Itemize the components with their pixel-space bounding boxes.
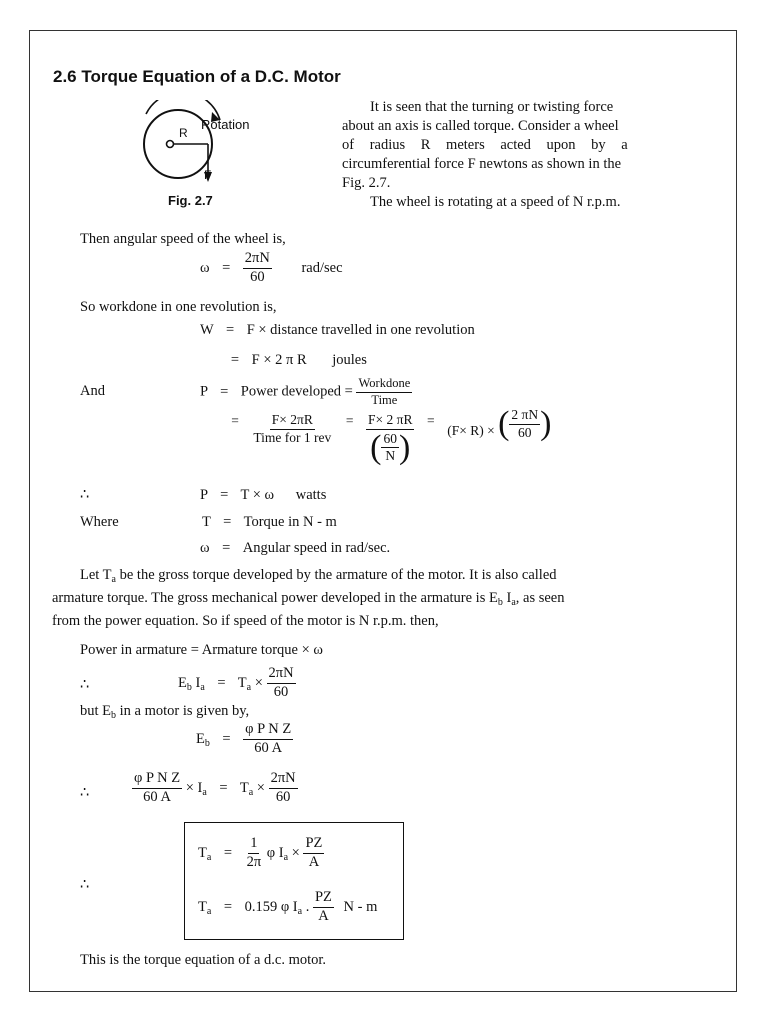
armature-line: from the power equation. So if speed of the motor is N r.p.m. then, xyxy=(52,613,439,629)
close-paren: ) xyxy=(540,405,552,442)
text-run: T xyxy=(239,779,249,796)
and-label: And xyxy=(80,383,105,399)
where-omega xyxy=(200,540,390,557)
intro-line: circumferential force F newtons as shown in the xyxy=(342,156,622,172)
intro-line: Fig. 2.7. xyxy=(342,175,391,191)
subscript: b xyxy=(204,737,210,749)
text-run: 0.159 φ I xyxy=(244,898,298,915)
fraction-denominator: 2π xyxy=(246,853,262,870)
final-equation-line1 xyxy=(198,836,324,871)
intro-line: of radius R meters acted upon by a xyxy=(342,137,628,153)
subscript: a xyxy=(206,851,212,863)
subscript: b xyxy=(497,597,503,608)
armature-line xyxy=(52,589,684,612)
text-run: T xyxy=(198,844,207,861)
text-run: be the gross torque developed by the armature of the motor. It is also called xyxy=(116,567,557,583)
p-unit: watts xyxy=(295,487,327,503)
subscript: a xyxy=(202,786,207,798)
armature-paragraph xyxy=(52,566,684,631)
fraction-denominator: N xyxy=(385,448,396,464)
text-run: T xyxy=(198,898,207,915)
omega-fraction xyxy=(243,251,272,286)
fraction-numerator: 2 πN xyxy=(509,408,540,425)
text-run: E xyxy=(178,674,187,691)
intro-line: It is seen that the turning or twisting force xyxy=(370,99,614,115)
subscript: a xyxy=(200,681,205,693)
therefore-symbol: ∴ xyxy=(80,785,90,801)
intro-paragraph xyxy=(342,98,674,212)
fraction-denominator: 60 xyxy=(517,424,532,440)
text-run: × xyxy=(251,674,263,691)
fraction-denominator: 60 xyxy=(275,788,291,805)
text-run: in a motor is given by, xyxy=(116,703,250,719)
open-paren: ( xyxy=(370,428,382,466)
radius-label: R xyxy=(179,126,188,140)
fraction-numerator: PZ xyxy=(313,890,334,908)
p-rhs: T × ω xyxy=(240,487,275,503)
one-over-two-pi xyxy=(245,836,264,871)
equals-sign: = xyxy=(225,322,235,338)
equals-sign: = xyxy=(222,540,231,556)
section-heading: 2.6 Torque Equation of a D.C. Motor xyxy=(53,67,341,86)
equals-sign: = xyxy=(345,413,354,428)
omega-lhs: ω xyxy=(200,259,210,276)
workdone-time-fraction xyxy=(356,377,412,408)
equals-sign: = xyxy=(220,487,229,503)
fraction-numerator: 1 xyxy=(248,836,259,854)
power-fraction-3 xyxy=(509,408,540,441)
fraction-denominator xyxy=(368,430,412,465)
text-run: . xyxy=(302,898,310,915)
fraction-denominator: A xyxy=(308,853,320,870)
where-torque xyxy=(202,514,337,531)
text-run: φ I xyxy=(266,844,284,861)
work-rhs2: F × 2 π R xyxy=(251,352,307,368)
pz-over-a xyxy=(313,890,334,925)
text-run: × xyxy=(253,779,265,796)
subscript: a xyxy=(111,574,116,585)
equals-sign: = xyxy=(223,514,232,530)
text-run: , as seen xyxy=(515,590,565,606)
armature-line xyxy=(52,566,684,589)
fraction-denominator: 60 A xyxy=(143,788,171,805)
t-definition: Torque in N - m xyxy=(243,514,337,530)
eb-intro xyxy=(80,703,249,721)
force-label: F xyxy=(204,168,212,182)
therefore-symbol: ∴ xyxy=(80,487,90,503)
work-equation-line2 xyxy=(222,352,367,369)
fraction-denominator: A xyxy=(318,907,329,924)
t-symbol: T xyxy=(202,514,211,530)
power-fraction-2 xyxy=(366,413,414,465)
fraction-numerator: 2πN xyxy=(243,251,272,269)
intro-line: about an axis is called torque. Consider a wheel xyxy=(342,118,619,134)
omega-definition: Angular speed in rad/sec. xyxy=(242,540,391,556)
text-run: T xyxy=(237,674,247,691)
omega-equation xyxy=(200,251,343,286)
equals-sign: = xyxy=(220,383,229,400)
subscript: a xyxy=(246,681,252,693)
eb-fraction xyxy=(243,722,293,757)
power-rhs: Power developed = xyxy=(240,383,353,400)
equals-sign: = xyxy=(230,352,240,368)
inner-fraction xyxy=(381,432,399,465)
eb-equation xyxy=(196,722,293,757)
power-equation-line2 xyxy=(222,405,552,466)
subscript: a xyxy=(248,786,254,798)
conclusion: This is the torque equation of a d.c. motor. xyxy=(80,952,327,968)
close-paren: ) xyxy=(398,428,411,466)
rotation-label: Rotation xyxy=(201,117,250,132)
power-equation-line1 xyxy=(200,377,412,408)
fraction-numerator: φ P N Z xyxy=(243,722,293,740)
text-run: I xyxy=(502,590,512,606)
fraction-denominator: Time xyxy=(371,392,398,407)
subscript: b xyxy=(186,681,192,693)
fraction-numerator: F× 2πR xyxy=(270,413,315,430)
power-mid-term: (F× R) × xyxy=(447,423,495,438)
text-run: but E xyxy=(80,703,112,719)
equals-sign: = xyxy=(223,898,233,915)
fraction-numerator: 2πN xyxy=(269,771,298,789)
figure-caption: Fig. 2.7 xyxy=(168,193,213,208)
equals-sign: = xyxy=(222,259,231,276)
text-run: armature torque. The gross mechanical power developed in the armature is E xyxy=(52,590,498,606)
where-label: Where xyxy=(80,514,119,530)
final-equation-line2 xyxy=(198,890,377,925)
therefore-symbol: ∴ xyxy=(80,877,90,893)
intro-line: The wheel is rotating at a speed of N r.p.m. xyxy=(370,194,621,210)
subscript: a xyxy=(206,905,212,917)
wheel-center xyxy=(167,141,174,148)
therefore-symbol: ∴ xyxy=(80,677,90,693)
subscript: a xyxy=(297,905,303,917)
work-equation-line1 xyxy=(200,322,475,339)
torque-unit: N - m xyxy=(343,898,378,915)
fraction-denominator: 60 xyxy=(273,683,289,700)
wheel-figure xyxy=(130,100,270,190)
power-lhs: P xyxy=(200,383,208,400)
text-run: × I xyxy=(185,779,203,796)
work-rhs1: F × distance travelled in one revolution xyxy=(246,322,475,338)
equals-sign: = xyxy=(223,844,233,861)
work-lhs: W xyxy=(200,322,214,338)
fraction-numerator: 2πN xyxy=(267,666,296,684)
omega-symbol: ω xyxy=(200,540,210,556)
subscript: a xyxy=(283,851,289,863)
fraction-denominator: Time for 1 rev xyxy=(253,429,332,445)
text-run: Let T xyxy=(80,567,112,583)
fraction-numerator: F× 2 πR xyxy=(366,413,414,430)
fraction-numerator: φ P N Z xyxy=(132,771,182,789)
equals-sign: = xyxy=(219,779,228,796)
pz-over-a xyxy=(303,836,324,871)
equals-sign: = xyxy=(217,674,226,691)
omega-unit: rad/sec xyxy=(301,259,343,276)
work-intro: So workdone in one revolution is, xyxy=(80,299,277,315)
text-run: I xyxy=(191,674,201,691)
equals-sign: = xyxy=(231,413,239,428)
equals-sign: = xyxy=(222,730,231,747)
equals-sign: = xyxy=(427,413,435,428)
subscript: b xyxy=(111,710,117,721)
eb-ia-fraction xyxy=(267,666,296,701)
subst-lhs-fraction xyxy=(132,771,182,806)
fraction-numerator: PZ xyxy=(303,836,324,854)
eb-ia-equation xyxy=(178,666,296,701)
fraction-numerator: Workdone xyxy=(356,377,412,393)
angular-intro: Then angular speed of the wheel is, xyxy=(80,231,286,247)
power-fraction-1 xyxy=(251,413,333,446)
fraction-numerator: 60 xyxy=(381,432,399,449)
power-torque-equation xyxy=(200,487,326,504)
power-armature: Power in armature = Armature torque × ω xyxy=(80,642,323,658)
substitution-equation xyxy=(132,771,298,806)
open-paren: ( xyxy=(498,405,510,442)
fraction-denominator: 60 xyxy=(250,268,265,285)
fraction-denominator: 60 A xyxy=(254,739,283,756)
work-unit: joules xyxy=(332,352,367,368)
text-run: × xyxy=(288,844,300,861)
subscript: a xyxy=(511,597,516,608)
text-run: E xyxy=(196,730,205,747)
subst-rhs-fraction xyxy=(269,771,298,806)
p-lhs: P xyxy=(200,487,208,503)
